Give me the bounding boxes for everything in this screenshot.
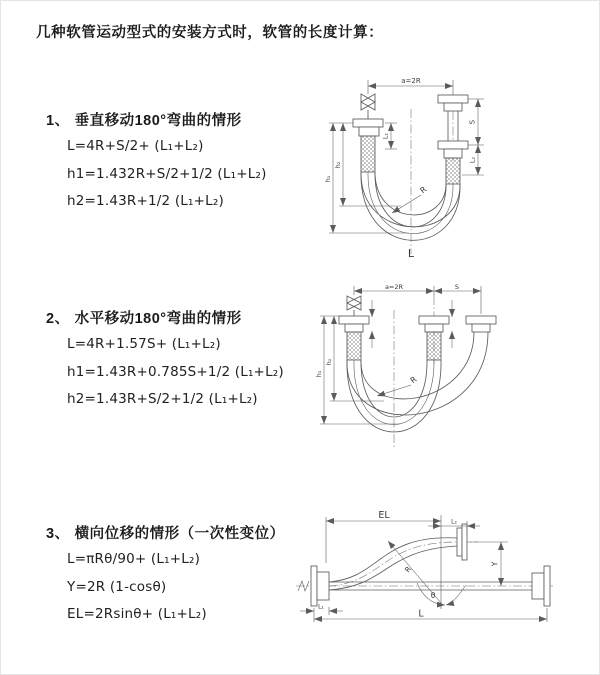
dim-label-S: S — [454, 282, 460, 291]
dimension-L1 — [300, 604, 343, 616]
dimension-L1 — [382, 123, 398, 149]
section-3-number: 3、 — [46, 526, 70, 542]
left-pipe-assembly — [339, 316, 369, 360]
dim-label-Y: Y — [490, 561, 500, 567]
dim-label-a2R: a=2R — [384, 282, 404, 291]
angle-theta — [417, 583, 466, 605]
dim-label-L2: L₂ — [451, 518, 457, 526]
dimension-S-L2 — [462, 99, 484, 175]
flange — [438, 95, 468, 103]
page-title: 几种软管运动型式的安装方式时，软管的长度计算： — [36, 25, 384, 41]
dim-label-R: R — [402, 564, 414, 575]
section-1-number: 1、 — [46, 113, 70, 129]
formula-2-h1: h1=1.43R+0.785S+1/2 (L₁+L₂) — [67, 364, 284, 380]
diagram-horizontal-180-bend — [304, 284, 599, 462]
dim-label-R: R — [418, 184, 429, 196]
right-flange-assembly — [532, 566, 550, 606]
fitting — [457, 528, 462, 556]
flange — [544, 566, 550, 606]
section-3-title: 横向位移的情形（一次性变位） — [74, 526, 285, 542]
formula-2-length: L=4R+1.57S+ (L₁+L₂) — [67, 336, 221, 352]
dim-label-S: S — [468, 119, 477, 125]
left-pipe-assembly — [353, 80, 383, 172]
dim-label-EL: EL — [378, 510, 390, 521]
braided-hose-section — [427, 332, 441, 360]
braided-hose-section — [361, 136, 375, 172]
radius-callout — [392, 185, 429, 213]
braided-hose-section — [347, 332, 361, 360]
right-pipe-assembly — [466, 316, 496, 332]
section-2-horizontal-motion — [46, 307, 346, 407]
flange-moved — [438, 141, 468, 149]
dim-label-L2: L₂ — [468, 156, 477, 164]
dim-label-h1: h₁ — [324, 175, 332, 183]
dim-label-L1: L₁ — [318, 603, 324, 611]
formula-1-length: L=4R+S/2+ (L₁+L₂) — [67, 138, 204, 154]
fitting-nut-moved — [444, 149, 462, 158]
formula-2-h2: h2=1.43R+S/2+1/2 (L₁+L₂) — [67, 391, 258, 407]
left-flange-assembly — [311, 566, 329, 606]
dim-label-h1: h₁ — [315, 370, 323, 378]
dimension-a-2R — [368, 77, 453, 86]
dim-label-h2: h₂ — [334, 161, 342, 169]
dimension-L — [314, 608, 547, 622]
dim-label-h2: h₂ — [325, 358, 333, 366]
diagram-vertical-180-bend — [301, 71, 596, 261]
diagram-lateral-displacement — [296, 501, 596, 641]
dim-label-a2R: a=2R — [401, 77, 421, 85]
formula-3-EL: EL=2Rsinθ+ (L₁+L₂) — [67, 606, 207, 622]
dim-label-L: L — [407, 247, 415, 260]
dim-label-L1: L₁ — [381, 132, 390, 140]
braided-hose-section — [446, 158, 460, 184]
valve-icon — [361, 94, 375, 110]
top-dimensions — [354, 283, 481, 314]
section-2-number: 2、 — [46, 311, 70, 327]
right-pipe-assembly — [438, 80, 468, 184]
formula-1-h1: h1=1.432R+S/2+1/2 (L₁+L₂) — [67, 166, 267, 182]
displaced-flange-assembly — [457, 524, 467, 560]
dim-label-R: R — [408, 374, 419, 386]
formula-1-h2: h2=1.43R+1/2 (L₁+L₂) — [67, 193, 224, 209]
section-1-title: 垂直移动180°弯曲的情形 — [74, 113, 242, 129]
radius-callout — [377, 374, 419, 396]
dim-label-theta: θ — [430, 591, 436, 600]
fitting — [317, 572, 329, 600]
formula-3-Y: Y=2R (1-cosθ) — [67, 579, 167, 595]
flange — [462, 524, 467, 560]
flange — [311, 566, 317, 606]
section-2-title: 水平移动180°弯曲的情形 — [74, 311, 242, 327]
dim-label-L: L — [418, 608, 424, 620]
dimension-L2 — [428, 519, 480, 530]
section-2-heading — [46, 307, 346, 328]
formula-3-length: L=πRθ/90+ (L₁+L₂) — [67, 551, 201, 567]
flange — [353, 119, 383, 127]
fitting-nut — [359, 127, 379, 136]
fitting-nut — [444, 103, 462, 111]
valve-icon — [347, 296, 361, 316]
middle-pipe-assembly — [419, 316, 449, 360]
dimension-Y — [467, 542, 508, 586]
fitting — [532, 573, 544, 599]
